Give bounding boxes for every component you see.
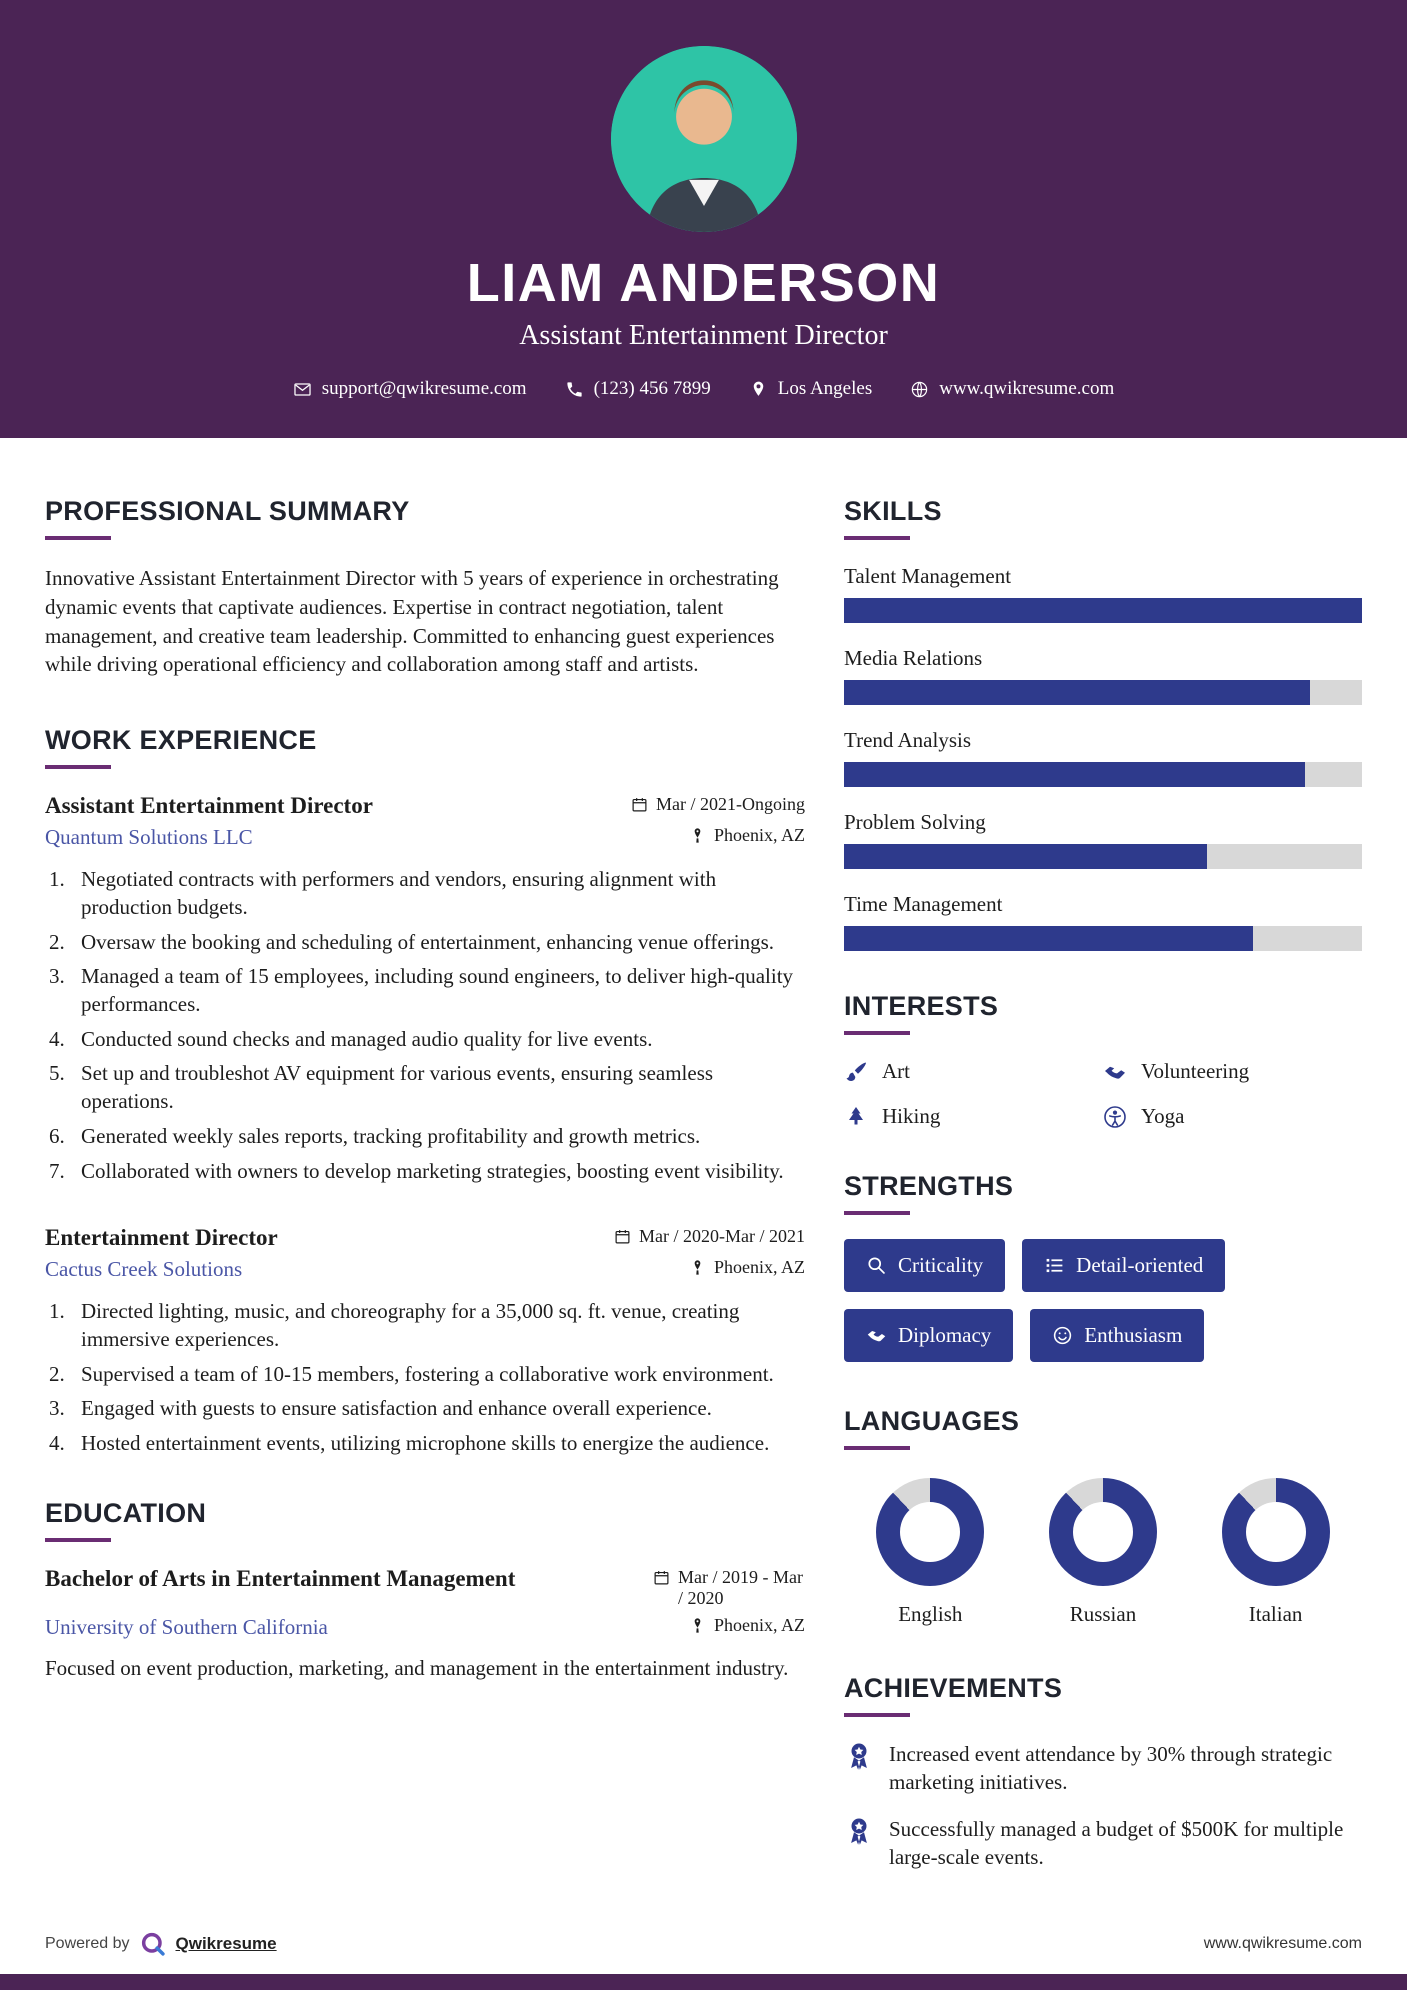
interest-label: Art xyxy=(882,1059,910,1083)
section-heading-skills: SKILLS xyxy=(844,496,942,526)
map-pin-icon xyxy=(689,1259,706,1276)
interest-item xyxy=(844,1104,1103,1129)
language-item xyxy=(1017,1474,1190,1627)
achievement-text: Increased event attendance by 30% through strategic marketing initiatives. xyxy=(889,1742,1333,1794)
skill-name: Time Management xyxy=(844,892,1003,916)
job-bullet: Oversaw the booking and scheduling of entertainment, enhancing venue offerings. xyxy=(81,929,774,954)
skill-bar-track xyxy=(844,762,1362,787)
bottom-accent-strip xyxy=(0,1974,1407,1990)
candidate-title: Assistant Entertainment Director xyxy=(519,320,888,351)
skill-bar-track xyxy=(844,598,1362,623)
award-icon xyxy=(844,1816,874,1846)
heading-accent xyxy=(844,1031,910,1035)
education-description: Focused on event production, marketing, and management in the entertainment industry. xyxy=(45,1655,789,1680)
paintbrush-icon xyxy=(844,1060,868,1084)
heading-accent xyxy=(844,1211,910,1215)
job-bullet: Engaged with guests to ensure satisfaction and enhance overall experience. xyxy=(81,1396,712,1421)
right-column xyxy=(844,496,1362,1920)
location-pin-icon xyxy=(749,380,768,399)
job-location xyxy=(689,1257,805,1278)
job-bullet: Supervised a team of 10-15 members, fostering a collaborative work environment. xyxy=(81,1361,774,1386)
strength-label: Enthusiasm xyxy=(1084,1323,1183,1347)
languages-section xyxy=(844,1406,1362,1627)
donut-hole xyxy=(1246,1502,1306,1562)
calendar-icon xyxy=(614,1228,631,1245)
contact-location-text: Los Angeles xyxy=(777,378,873,399)
language-donut xyxy=(1222,1478,1330,1586)
hands-icon xyxy=(1103,1060,1127,1084)
strength-chip-diplomacy[interactable] xyxy=(844,1309,1013,1362)
achievement-item xyxy=(844,1816,1362,1871)
map-pin-icon xyxy=(689,827,706,844)
skill-item xyxy=(844,810,1362,869)
achievements-section xyxy=(844,1673,1362,1872)
skill-bar-track xyxy=(844,844,1362,869)
heading-accent xyxy=(45,536,111,540)
calendar-icon xyxy=(631,796,648,813)
skill-bar-track xyxy=(844,680,1362,705)
skill-item xyxy=(844,646,1362,705)
education-location xyxy=(689,1615,805,1636)
language-label: English xyxy=(898,1602,963,1626)
skill-bar-fill xyxy=(844,844,1207,869)
interest-item xyxy=(1103,1104,1362,1129)
donut-hole xyxy=(900,1502,960,1562)
job-dates-text: Mar / 2021-Ongoing xyxy=(656,794,805,815)
interest-label: Volunteering xyxy=(1141,1059,1250,1083)
language-label: Italian xyxy=(1248,1602,1303,1626)
contact-phone[interactable] xyxy=(565,378,711,400)
contact-phone-text: (123) 456 7899 xyxy=(593,378,711,399)
education-location-text: Phoenix, AZ xyxy=(713,1614,805,1635)
school-name: University of Southern California xyxy=(45,1614,328,1639)
powered-by-label: Powered by xyxy=(45,1935,130,1952)
section-heading-achievements: ACHIEVEMENTS xyxy=(844,1673,1063,1703)
job-bullet: Conducted sound checks and managed audio quality for live events. xyxy=(81,1026,653,1051)
job-title: Entertainment Director xyxy=(45,1225,278,1251)
heading-accent xyxy=(45,765,111,769)
job-bullet: Generated weekly sales reports, tracking profitability and growth metrics. xyxy=(81,1123,701,1148)
strength-chip-criticality[interactable] xyxy=(844,1239,1005,1292)
list-icon xyxy=(1044,1255,1065,1276)
header xyxy=(0,0,1407,438)
achievement-text: Successfully managed a budget of $500K for multiple large-scale events. xyxy=(889,1817,1344,1870)
smiley-icon xyxy=(1052,1325,1073,1346)
strength-label: Detail-oriented xyxy=(1076,1253,1204,1277)
calendar-icon xyxy=(653,1569,670,1586)
education-entry xyxy=(45,1566,805,1682)
strengths-section xyxy=(844,1171,1362,1362)
skills-section xyxy=(844,496,1362,951)
skill-name: Media Relations xyxy=(844,646,983,670)
skill-name: Problem Solving xyxy=(844,810,986,834)
job-company: Cactus Creek Solutions xyxy=(45,1257,243,1282)
job-company: Quantum Solutions LLC xyxy=(45,825,253,850)
skill-item xyxy=(844,892,1362,951)
contact-email-text: support@qwikresume.com xyxy=(321,378,527,399)
interest-item xyxy=(1103,1059,1362,1084)
avatar xyxy=(611,46,797,232)
interest-label: Hiking xyxy=(882,1104,941,1128)
job-location-text: Phoenix, AZ xyxy=(713,1257,805,1278)
job-entry xyxy=(45,793,805,1185)
job-location xyxy=(689,825,805,846)
heading-accent xyxy=(844,536,910,540)
contact-location xyxy=(749,378,872,400)
footer-site-link[interactable]: www.qwikresume.com xyxy=(1203,1935,1362,1952)
job-bullet-list xyxy=(45,866,805,1185)
left-column xyxy=(45,496,805,1920)
contact-website[interactable] xyxy=(910,378,1114,400)
achievement-item xyxy=(844,1741,1362,1796)
phone-icon xyxy=(565,380,584,399)
donut-hole xyxy=(1073,1502,1133,1562)
strength-chip-detail-oriented[interactable] xyxy=(1022,1239,1225,1292)
heading-accent xyxy=(844,1446,910,1450)
contact-website-text: www.qwikresume.com xyxy=(939,378,1115,399)
education-dates-text: Mar / 2019 - Mar / 2020 xyxy=(678,1566,803,1608)
language-label: Russian xyxy=(1069,1602,1137,1626)
globe-icon xyxy=(910,380,929,399)
section-heading-summary: PROFESSIONAL SUMMARY xyxy=(45,496,410,526)
job-title: Assistant Entertainment Director xyxy=(45,793,373,819)
job-location-text: Phoenix, AZ xyxy=(713,825,805,846)
section-heading-education: EDUCATION xyxy=(45,1497,207,1528)
job-entry xyxy=(45,1225,805,1458)
qwikresume-brand-link[interactable]: Qwikresume xyxy=(175,1934,277,1953)
skill-item xyxy=(844,564,1362,623)
award-icon xyxy=(844,1741,874,1771)
section-heading-strengths: STRENGTHS xyxy=(844,1171,1014,1201)
job-dates-text: Mar / 2020-Mar / 2021 xyxy=(639,1226,805,1247)
envelope-icon xyxy=(293,380,312,399)
degree-title: Bachelor of Arts in Entertainment Management xyxy=(45,1565,516,1591)
contact-email[interactable] xyxy=(293,378,527,400)
summary-text: Innovative Assistant Entertainment Director with 5 years of experience in orchestrating dynamic events that captivate audiences. Expertise in contract negotiation, talent management, and creative team leadership. Committed to enhancing guest experiences while driving operational efficiency and collaboration among staff and artists. xyxy=(45,566,779,677)
job-bullet: Hosted entertainment events, utilizing microphone skills to energize the audience. xyxy=(81,1431,770,1456)
main-content xyxy=(0,438,1407,1920)
skill-item xyxy=(844,728,1362,787)
job-bullet-list xyxy=(45,1298,805,1458)
profile-photo xyxy=(611,46,797,232)
skill-bar-fill xyxy=(844,598,1362,623)
job-bullet: Directed lighting, music, and choreography for a 35,000 sq. ft. venue, creating immersive experiences. xyxy=(81,1299,740,1351)
tree-icon xyxy=(844,1105,868,1129)
language-donut xyxy=(1049,1478,1157,1586)
job-dates xyxy=(631,794,805,815)
footer xyxy=(0,1920,1407,1974)
skill-name: Trend Analysis xyxy=(844,728,971,752)
map-pin-icon xyxy=(689,1617,706,1634)
interests-section xyxy=(844,991,1362,1129)
heading-accent xyxy=(844,1713,910,1717)
strength-label: Diplomacy xyxy=(898,1323,992,1347)
skill-bar-fill xyxy=(844,762,1305,787)
skill-bar-fill xyxy=(844,680,1310,705)
candidate-name: LIAM ANDERSON xyxy=(466,253,941,313)
section-heading-interests: INTERESTS xyxy=(844,991,999,1021)
strength-chip-enthusiasm[interactable] xyxy=(1030,1309,1204,1362)
job-bullet: Negotiated contracts with performers and vendors, ensuring alignment with production budgets. xyxy=(81,867,717,919)
job-bullet: Managed a team of 15 employees, including sound engineers, to deliver high-quality performances. xyxy=(81,964,794,1016)
job-bullet: Collaborated with owners to develop marketing strategies, boosting event visibility. xyxy=(81,1158,784,1183)
interest-item xyxy=(844,1059,1103,1084)
language-item xyxy=(844,1474,1017,1627)
skill-name: Talent Management xyxy=(844,564,1012,588)
interest-label: Yoga xyxy=(1141,1104,1185,1128)
heading-accent xyxy=(45,1538,111,1542)
person-icon xyxy=(1103,1105,1127,1129)
qwikresume-logo-icon xyxy=(139,1930,167,1958)
language-item xyxy=(1189,1474,1362,1627)
skill-bar-fill xyxy=(844,926,1253,951)
skill-bar-track xyxy=(844,926,1362,951)
section-heading-languages: LANGUAGES xyxy=(844,1406,1020,1436)
language-donut xyxy=(876,1478,984,1586)
strength-label: Criticality xyxy=(898,1253,984,1277)
magnifier-icon xyxy=(866,1255,887,1276)
handshake-icon xyxy=(866,1325,887,1346)
contact-bar xyxy=(0,378,1407,400)
education-dates xyxy=(653,1567,805,1609)
job-dates xyxy=(614,1226,805,1247)
job-bullet: Set up and troubleshot AV equipment for various events, ensuring seamless operations. xyxy=(81,1061,714,1114)
section-heading-work: WORK EXPERIENCE xyxy=(45,725,317,756)
